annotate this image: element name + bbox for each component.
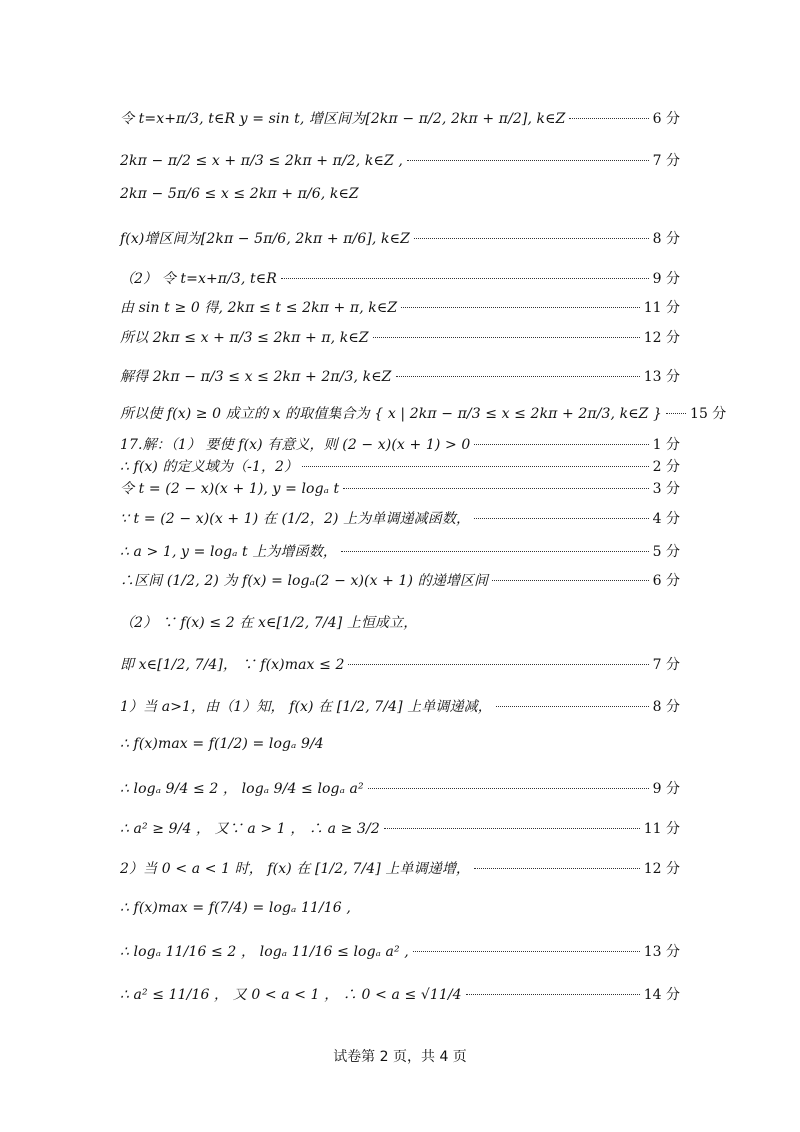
- score-label: 11 分: [643, 300, 680, 316]
- solution-line: [120, 186, 680, 202]
- solution-line: [120, 696, 680, 716]
- solution-line: [120, 297, 680, 317]
- line-content: 所以使 f(x) ≥ 0 成立的 x 的取值集合为 { x | 2kπ − π/3 ≤ x ≤ 2kπ + 2π/3, k∈Z }: [120, 406, 663, 422]
- line-content: 由 sin t ≥ 0 得, 2kπ ≤ t ≤ 2kπ + π, k∈Z: [120, 300, 398, 316]
- score-label: 3 分: [652, 481, 680, 497]
- line-content: ∴ logₐ 11/16 ≤ 2 ， logₐ 11/16 ≤ logₐ a² ,: [120, 944, 409, 960]
- score-label: 13 分: [643, 944, 680, 960]
- solution-line: [120, 268, 680, 288]
- dot-leader: [413, 951, 640, 952]
- solution-line: [120, 818, 680, 838]
- solution-line: [120, 654, 680, 674]
- dot-leader: [492, 580, 649, 581]
- dot-leader: [384, 828, 640, 829]
- line-content: 即 x∈[1/2, 7/4]， ∵ f(x)max ≤ 2: [120, 657, 345, 673]
- solution-line: [120, 541, 680, 561]
- solution-line: [120, 900, 680, 916]
- score-label: 1 分: [652, 437, 680, 453]
- score-label: 14 分: [643, 987, 680, 1003]
- line-content: （2） ∵ f(x) ≤ 2 在 x∈[1/2, 7/4] 上恒成立，: [120, 615, 418, 631]
- line-content: 17.解：（1） 要使 f(x) 有意义，则 (2 − x)(x + 1) > 0: [120, 437, 471, 453]
- line-content: 2）当 0 < a < 1 时， f(x) 在 [1/2, 7/4] 上单调递增，: [120, 861, 471, 877]
- score-label: 8 分: [652, 699, 680, 715]
- solution-line: [120, 984, 680, 1004]
- dot-leader: [466, 994, 640, 995]
- dot-leader: [407, 160, 649, 161]
- line-content: ∴ f(x)max = f(1/2) = logₐ 9/4: [120, 736, 324, 752]
- line-content: ∴ logₐ 9/4 ≤ 2 ， logₐ 9/4 ≤ logₐ a²: [120, 781, 364, 797]
- line-content: 令 t = (2 − x)(x + 1), y = logₐ t: [120, 481, 340, 497]
- line-content: ∴ a² ≥ 9/4 ， 又∵ a > 1 ， ∴ a ≥ 3/2: [120, 821, 380, 837]
- line-content: 解得 2kπ − π/3 ≤ x ≤ 2kπ + 2π/3, k∈Z: [120, 369, 392, 385]
- line-content: 令 t=x+π/3, t∈R y = sin t, 增区间为[2kπ − π/2, 2kπ + π/2], k∈Z: [120, 111, 566, 127]
- solution-line: [120, 366, 680, 386]
- line-content: 2kπ − 5π/6 ≤ x ≤ 2kπ + π/6, k∈Z: [120, 186, 359, 202]
- solution-line: [120, 456, 680, 476]
- dot-leader: [302, 466, 648, 467]
- solution-line: [120, 434, 680, 454]
- score-label: 13 分: [643, 369, 680, 385]
- dot-leader: [348, 664, 648, 665]
- score-label: 15 分: [690, 406, 727, 422]
- page-footer: 试卷第 2 页，共 4 页: [333, 1049, 467, 1065]
- solution-line: [120, 736, 680, 752]
- line-content: 2kπ − π/2 ≤ x + π/3 ≤ 2kπ + π/2, k∈Z ,: [120, 153, 403, 169]
- dot-leader: [474, 444, 648, 445]
- score-label: 6 分: [652, 111, 680, 127]
- solution-line: [120, 858, 680, 878]
- line-content: ∴ a > 1, y = logₐ t 上为增函数，: [120, 544, 337, 560]
- line-content: 1）当 a>1，由（1）知， f(x) 在 [1/2, 7/4] 上单调递减，: [120, 699, 492, 715]
- dot-leader: [281, 278, 649, 279]
- dot-leader: [368, 788, 649, 789]
- solution-line: [120, 570, 680, 590]
- line-content: （2） 令 t=x+π/3, t∈R: [120, 271, 277, 287]
- solution-line: [120, 228, 680, 248]
- line-content: ∴区间 (1/2, 2) 为 f(x) = logₐ(2 − x)(x + 1) 的递增区间: [120, 573, 489, 589]
- line-content: f(x)增区间为[2kπ − 5π/6, 2kπ + π/6], k∈Z: [120, 231, 410, 247]
- dot-leader: [474, 518, 649, 519]
- score-label: 7 分: [652, 657, 680, 673]
- solution-line: [120, 941, 680, 961]
- score-label: 4 分: [652, 511, 680, 527]
- score-label: 9 分: [652, 781, 680, 797]
- dot-leader: [373, 337, 640, 338]
- solution-line: [120, 150, 680, 170]
- score-label: 5 分: [652, 544, 680, 560]
- dot-leader: [474, 868, 640, 869]
- dot-leader: [666, 413, 686, 414]
- line-content: ∴ f(x)max = f(7/4) = logₐ 11/16 ,: [120, 900, 351, 916]
- score-label: 6 分: [652, 573, 680, 589]
- dot-leader: [343, 488, 648, 489]
- dot-leader: [414, 238, 649, 239]
- score-label: 9 分: [652, 271, 680, 287]
- line-content: ∵ t = (2 − x)(x + 1) 在 (1/2，2) 上为单调递减函数，: [120, 511, 471, 527]
- solution-line: [120, 508, 680, 528]
- score-label: 8 分: [652, 231, 680, 247]
- score-label: 12 分: [643, 861, 680, 877]
- dot-leader: [401, 307, 640, 308]
- score-label: 12 分: [643, 330, 680, 346]
- line-content: 所以 2kπ ≤ x + π/3 ≤ 2kπ + π, k∈Z: [120, 330, 369, 346]
- score-label: 7 分: [652, 153, 680, 169]
- solution-line: [120, 778, 680, 798]
- solution-line: [120, 108, 680, 128]
- score-label: 2 分: [652, 459, 680, 475]
- solution-line: [120, 403, 727, 423]
- solution-line: [120, 327, 680, 347]
- dot-leader: [396, 376, 640, 377]
- dot-leader: [341, 551, 649, 552]
- solution-line: [120, 478, 680, 498]
- score-label: 11 分: [643, 821, 680, 837]
- solution-line: [120, 612, 680, 632]
- dot-leader: [496, 706, 649, 707]
- line-content: ∴ f(x) 的定义域为（-1，2）: [120, 459, 299, 475]
- dot-leader: [569, 118, 648, 119]
- line-content: ∴ a² ≤ 11/16 ， 又 0 < a < 1 ， ∴ 0 < a ≤ √11/4: [120, 987, 462, 1003]
